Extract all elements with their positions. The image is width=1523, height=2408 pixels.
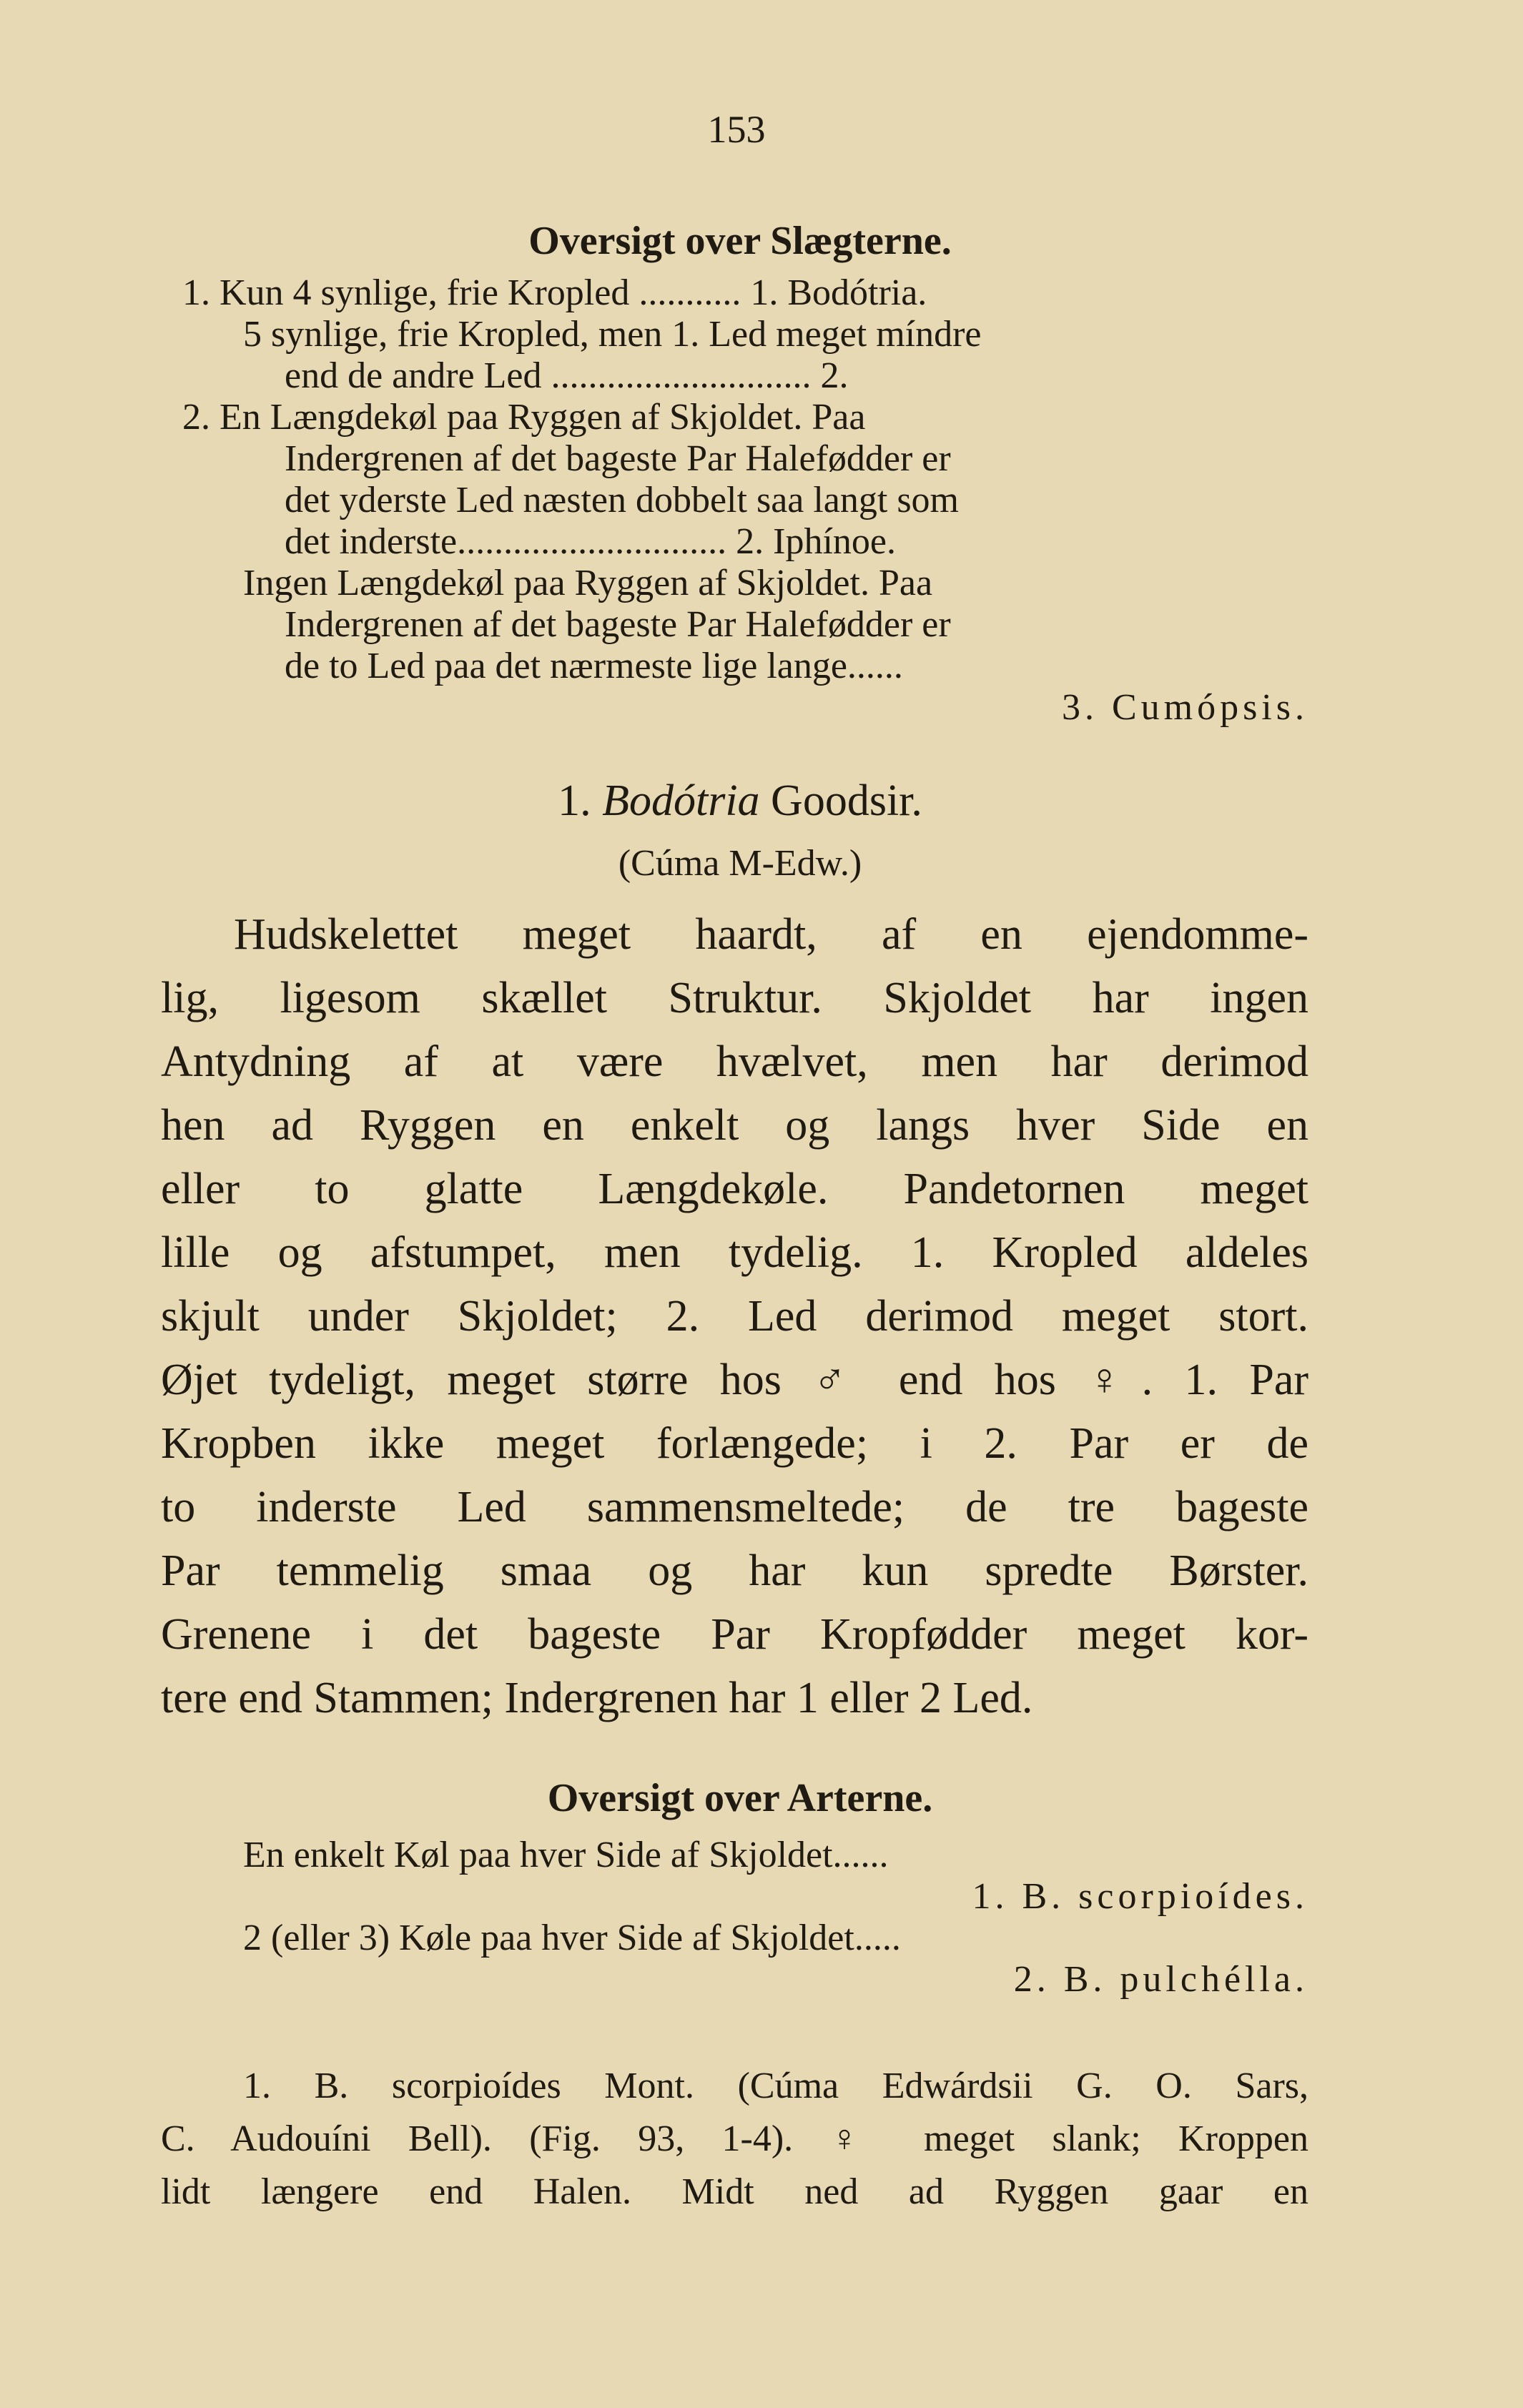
description-line: to inderste Led sammensmeltede; de tre bageste bbox=[161, 1483, 1308, 1531]
description-line: Kropben ikke meget forlængede; i 2. Par er de bbox=[161, 1419, 1308, 1468]
key-line: 1. Kun 4 synlige, frie Kropled ........... 1. Bodótria. bbox=[182, 272, 927, 313]
description-line: Øjet tydeligt, meget større hos ♂ end hos ♀. 1. Par bbox=[161, 1356, 1308, 1404]
species-key-title: Oversigt over Arterne. bbox=[547, 1776, 933, 1820]
species-line: C. Audouíni Bell). (Fig. 93, 1-4). ♀ meget slank; Kroppen bbox=[161, 2118, 1308, 2159]
description-line: eller to glatte Længdekøle. Pandetornen meget bbox=[161, 1165, 1308, 1213]
key-line: de to Led paa det nærmeste lige lange...... bbox=[285, 646, 903, 686]
description-line: skjult under Skjoldet; 2. Led derimod meget stort. bbox=[161, 1292, 1308, 1341]
description-line: tere end Stammen; Indergrenen har 1 eller 2 Led. bbox=[161, 1674, 1033, 1722]
key-line: det inderste............................. 2. Iphínoe. bbox=[285, 521, 896, 562]
description-line: Grenene i det bageste Par Kropfødder meget kor- bbox=[161, 1610, 1308, 1659]
page-number: 153 bbox=[707, 108, 766, 151]
key-line: En enkelt Køl paa hver Side af Skjoldet...... bbox=[243, 1835, 889, 1875]
genus-number: 1. bbox=[558, 776, 591, 825]
genus-heading bbox=[0, 776, 1480, 826]
key-line: Ingen Længdekøl paa Ryggen af Skjoldet. Paa bbox=[243, 563, 933, 603]
description-line: lig, ligesom skællet Struktur. Skjoldet har ingen bbox=[161, 974, 1308, 1022]
key-line: 3. Cumópsis. bbox=[1061, 687, 1308, 728]
genus-author: Goodsir. bbox=[771, 776, 922, 825]
genus-synonym: (Cúma M-Edw.) bbox=[618, 843, 862, 884]
species-line: 1. B. scorpioídes Mont. (Cúma Edwárdsii G. O. Sars, bbox=[243, 2066, 1308, 2106]
description-line: lille og afstumpet, men tydelig. 1. Kropled aldeles bbox=[161, 1228, 1308, 1277]
key-line: Indergrenen af det bageste Par Halefødder er bbox=[285, 604, 951, 645]
key-line: det yderste Led næsten dobbelt saa langt som bbox=[285, 480, 960, 520]
genera-key-title: Oversigt over Slægterne. bbox=[528, 219, 952, 263]
key-line: 5 synlige, frie Kropled, men 1. Led meget míndre bbox=[243, 314, 982, 355]
key-line: 1. B. scorpioídes. bbox=[972, 1876, 1308, 1917]
description-line: Antydning af at være hvælvet, men har derimod bbox=[161, 1037, 1308, 1086]
key-line: 2 (eller 3) Køle paa hver Side af Skjoldet..... bbox=[243, 1918, 901, 1958]
key-line: 2. B. pulchélla. bbox=[1013, 1959, 1308, 2000]
description-line: Hudskelettet meget haardt, af en ejendomme- bbox=[234, 910, 1308, 959]
species-line: lidt længere end Halen. Midt ned ad Ryggen gaar en bbox=[161, 2171, 1308, 2212]
genus-name: Bodótria bbox=[602, 776, 760, 825]
key-line: Indergrenen af det bageste Par Halefødder er bbox=[285, 438, 951, 479]
key-line: 2. En Længdekøl paa Ryggen af Skjoldet. Paa bbox=[182, 397, 866, 438]
description-line: Par temmelig smaa og har kun spredte Børster. bbox=[161, 1546, 1308, 1595]
key-line: end de andre Led ............................ 2. bbox=[285, 355, 849, 396]
description-line: hen ad Ryggen en enkelt og langs hver Side en bbox=[161, 1101, 1308, 1150]
